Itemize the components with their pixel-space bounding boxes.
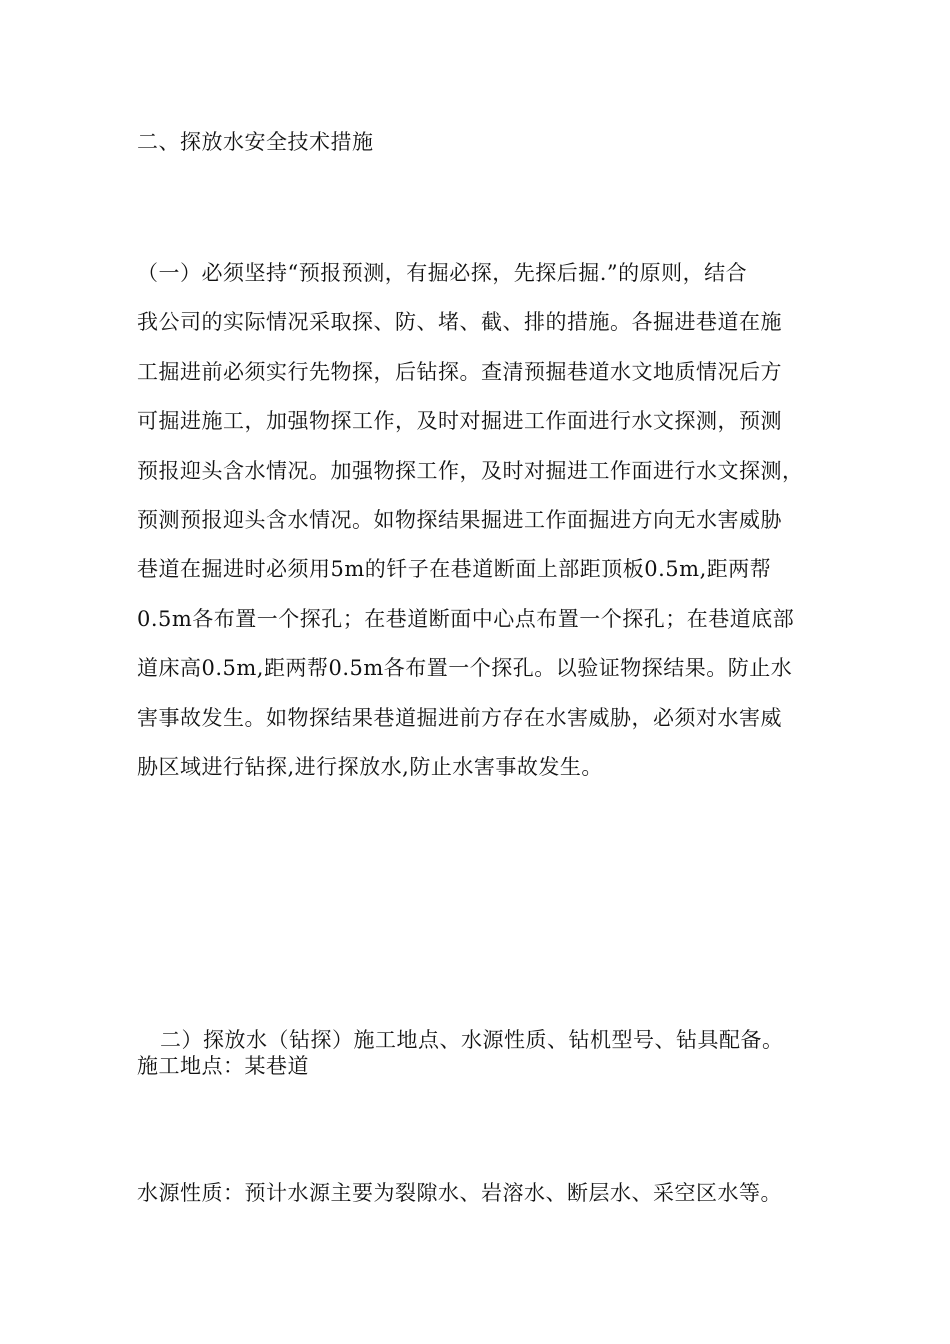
paragraph-line: 0.5m各布置一个探孔；在巷道断面中心点布置一个探孔；在巷道底部	[137, 606, 795, 631]
paragraph-line: 害事故发生。如物探结果巷道掘进前方存在水害威胁，必须对水害威	[137, 705, 782, 730]
paragraph-line: 可掘进施工，加强物探工作，及时对掘进工作面进行水文探测，预测	[137, 409, 782, 434]
paragraph-line: 胁区域进行钻探,进行探放水,防止水害事故发生。	[137, 754, 603, 779]
section-heading: 二、探放水安全技术措施	[137, 130, 374, 154]
paragraph-line: 我公司的实际情况采取探、防、堵、截、排的措施。各掘进巷道在施	[137, 310, 782, 335]
paragraph-line: 道床高0.5m,距两帮0.5m各布置一个探孔。以验证物探结果。防止水	[137, 656, 793, 681]
water-source: 水源性质：预计水源主要为裂隙水、岩溶水、断层水、采空区水等。	[137, 1181, 782, 1205]
subsection-heading: 二）探放水（钻探）施工地点、水源性质、钻机型号、钻具配备。	[160, 1028, 784, 1052]
paragraph-line: 工掘进前必须实行先物探，后钻探。查清预掘巷道水文地质情况后方	[137, 359, 782, 384]
paragraph-line: 预报迎头含水情况。加强物探工作，及时对掘进工作面进行水文探测，	[137, 458, 804, 483]
construction-site: 施工地点：某巷道	[137, 1054, 309, 1078]
paragraph-line: 预测预报迎头含水情况。如物探结果掘进工作面掘进方向无水害威胁	[137, 507, 782, 532]
paragraph-line: 巷道在掘进时必须用5m的钎子在巷道断面上部距顶板0.5m,距两帮	[137, 557, 772, 582]
paragraph-line: （一）必须坚持“预报预测，有掘必探，先探后掘.”的原则，结合	[137, 261, 748, 285]
paragraph-1	[137, 258, 817, 801]
